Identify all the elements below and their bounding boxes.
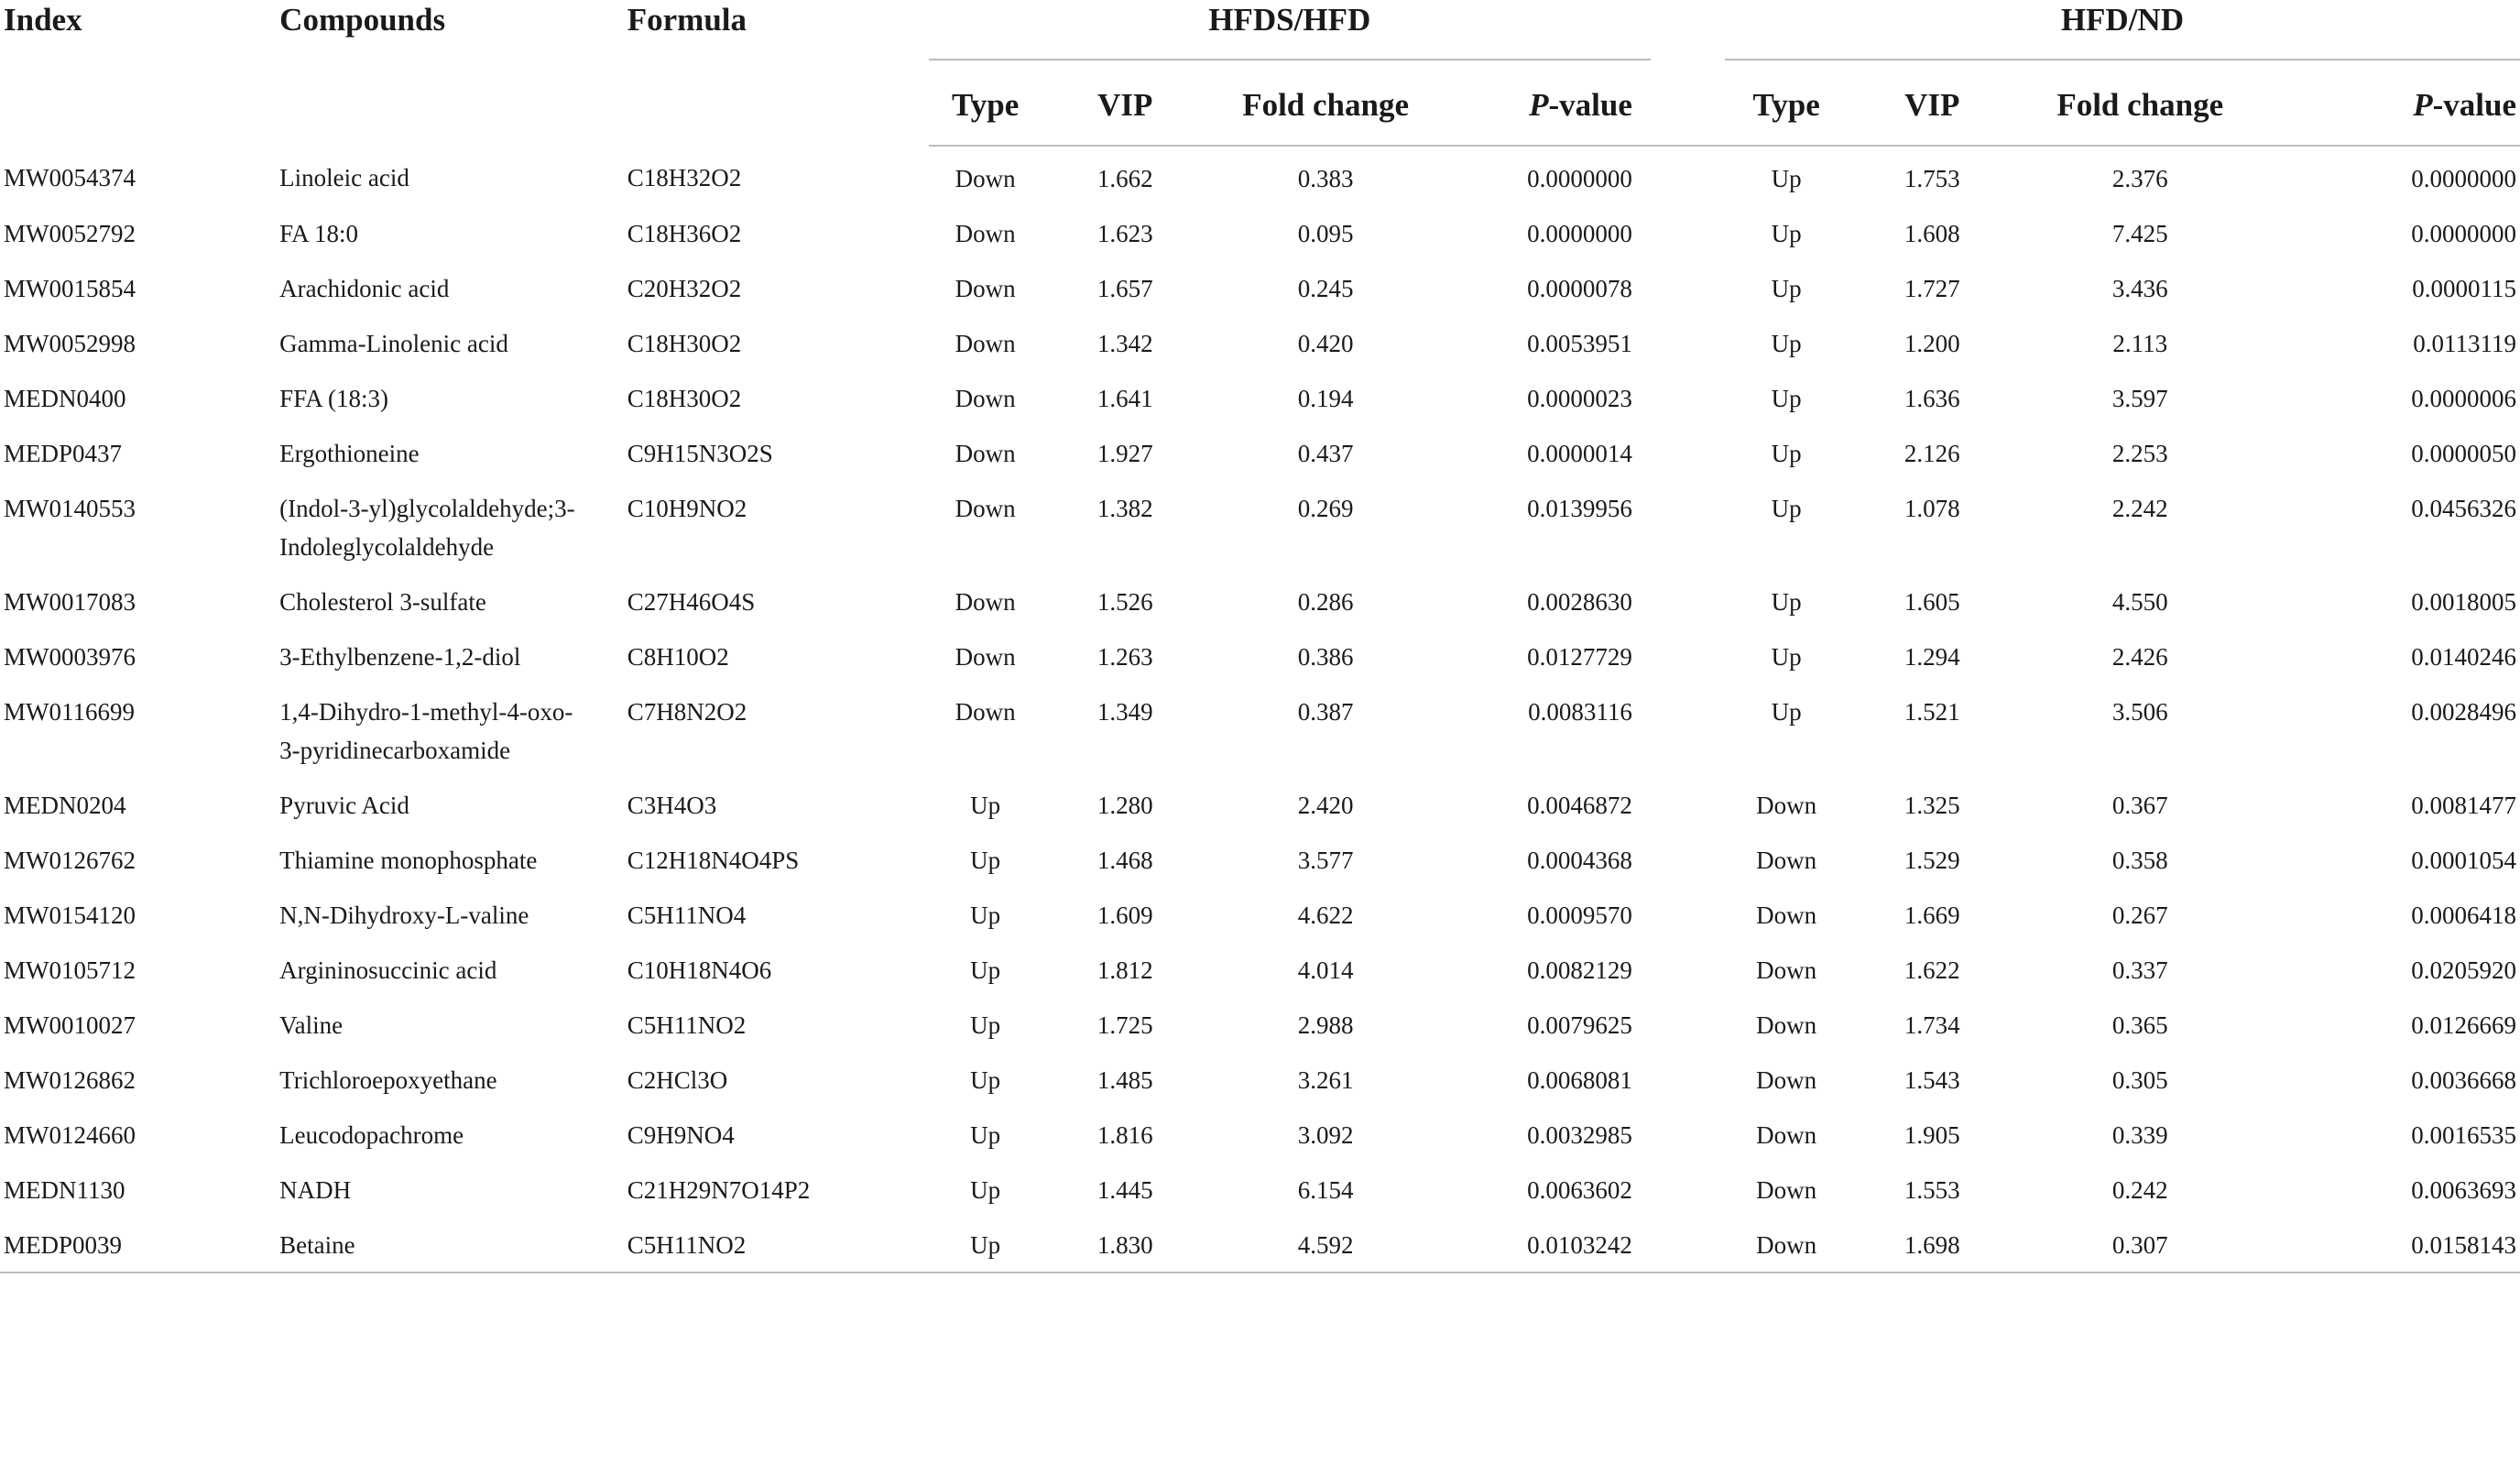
cell-fold-change-hfds-hfd: 3.577 xyxy=(1297,847,1354,874)
cell-fold-change-hfd-nd: 0.305 xyxy=(2111,1066,2168,1094)
cell-formula: C7H8N2O2 xyxy=(627,698,747,726)
cell-formula: C27H46O4S xyxy=(627,588,756,616)
cell-vip-hfd-nd: 1.325 xyxy=(1904,792,1960,819)
cell-vip-hfds-hfd: 1.812 xyxy=(1096,956,1153,984)
cell-type-hfds-hfd: Down xyxy=(955,440,1016,467)
cell-formula: C12H18N4O4PS xyxy=(627,847,800,874)
cell-fold-change-hfd-nd: 3.597 xyxy=(2111,385,2168,412)
cell-type-hfd-nd: Down xyxy=(1756,847,1817,874)
cell-fold-change-hfds-hfd: 4.014 xyxy=(1297,956,1354,984)
cell-fold-change-hfd-nd: 2.426 xyxy=(2111,643,2168,671)
cell-vip-hfd-nd: 1.905 xyxy=(1904,1121,1960,1149)
cell-index: MW0010027 xyxy=(4,1011,136,1039)
table-row xyxy=(0,425,2520,480)
cell-type-hfd-nd: Down xyxy=(1756,1176,1817,1204)
cell-spacer xyxy=(1651,205,1725,260)
table-row xyxy=(0,832,2520,887)
cell-fold-change-hfds-hfd: 0.383 xyxy=(1297,165,1354,192)
cell-vip-hfds-hfd: 1.468 xyxy=(1096,847,1153,874)
cell-vip-hfd-nd: 1.553 xyxy=(1904,1176,1960,1204)
table-row xyxy=(0,683,2520,777)
cell-compound: 3-Ethylbenzene-1,2-diol xyxy=(279,643,521,671)
cell-p-value-hfds-hfd: 0.0083116 xyxy=(1528,698,1632,726)
cell-p-value-hfds-hfd: 0.0063602 xyxy=(1527,1176,1632,1204)
cell-index: MW0054374 xyxy=(4,164,136,191)
header-group-hfd-nd xyxy=(1725,0,2520,66)
table-header xyxy=(0,0,2520,146)
header-spacer xyxy=(1651,0,1725,66)
cell-p-value-hfd-nd: 0.0081477 xyxy=(2411,792,2516,819)
cell-type-hfds-hfd: Down xyxy=(955,330,1016,357)
cell-fold-change-hfd-nd: 0.339 xyxy=(2111,1121,2168,1149)
cell-p-value-hfds-hfd: 0.0009570 xyxy=(1527,901,1632,929)
cell-vip-hfd-nd: 1.078 xyxy=(1904,495,1960,522)
cell-formula: C18H32O2 xyxy=(627,164,742,191)
cell-vip-hfds-hfd: 1.641 xyxy=(1096,385,1153,412)
cell-index: MW0015854 xyxy=(4,275,136,302)
cell-vip-hfd-nd: 1.529 xyxy=(1904,847,1960,874)
cell-type-hfds-hfd: Up xyxy=(929,1217,1042,1273)
cell-type-hfd-nd: Up xyxy=(1771,588,1802,616)
cell-compound: FFA (18:3) xyxy=(279,385,388,412)
cell-p-value-hfd-nd: 0.0063693 xyxy=(2411,1176,2516,1204)
table-row xyxy=(0,370,2520,425)
cell-vip-hfds-hfd: 1.382 xyxy=(1096,495,1153,522)
cell-spacer xyxy=(1651,777,1725,832)
cell-p-value-hfds-hfd: 0.0082129 xyxy=(1527,956,1632,984)
cell-fold-change-hfds-hfd: 0.095 xyxy=(1297,220,1354,247)
cell-fold-change-hfd-nd: 0.307 xyxy=(2016,1217,2264,1273)
cell-fold-change-hfds-hfd: 3.261 xyxy=(1297,1066,1354,1094)
cell-formula: C8H10O2 xyxy=(627,643,729,671)
cell-fold-change-hfd-nd: 4.550 xyxy=(2111,588,2168,616)
cell-fold-change-hfd-nd: 0.365 xyxy=(2111,1011,2168,1039)
cell-fold-change-hfds-hfd: 0.286 xyxy=(1297,588,1354,616)
table-row xyxy=(0,480,2520,574)
cell-p-value-hfds-hfd: 0.0103242 xyxy=(1443,1217,1650,1273)
header-vip-1: VIP xyxy=(1042,66,1208,146)
cell-p-value-hfds-hfd: 0.0004368 xyxy=(1527,847,1632,874)
cell-spacer xyxy=(1651,1217,1725,1273)
cell-type-hfd-nd: Down xyxy=(1725,1217,1849,1273)
cell-fold-change-hfds-hfd: 0.387 xyxy=(1297,698,1354,726)
cell-compound: (Indol-3-yl)glycolaldehyde;3-Indoleglycolaldehyde xyxy=(279,495,575,561)
cell-formula: C9H9NO4 xyxy=(627,1121,735,1149)
cell-p-value-hfds-hfd: 0.0000078 xyxy=(1527,275,1632,302)
table-row xyxy=(0,1107,2520,1162)
cell-compound: Cholesterol 3-sulfate xyxy=(279,588,486,616)
cell-compound: N,N-Dihydroxy-L-valine xyxy=(279,901,529,929)
cell-vip-hfd-nd: 1.753 xyxy=(1904,165,1960,192)
cell-index: MW0154120 xyxy=(4,901,136,929)
cell-fold-change-hfds-hfd: 0.420 xyxy=(1297,330,1354,357)
cell-vip-hfds-hfd: 1.927 xyxy=(1096,440,1153,467)
cell-vip-hfd-nd: 1.200 xyxy=(1904,330,1960,357)
cell-index: MEDN0400 xyxy=(4,385,126,412)
cell-fold-change-hfds-hfd: 4.622 xyxy=(1297,901,1354,929)
cell-compound: 1,4-Dihydro-1-methyl-4-oxo-3-pyridinecarboxamide xyxy=(279,698,573,764)
header-p-value-1 xyxy=(1443,66,1650,146)
table-row xyxy=(0,574,2520,628)
cell-type-hfds-hfd: Down xyxy=(955,588,1016,616)
cell-vip-hfds-hfd: 1.623 xyxy=(1096,220,1153,247)
cell-spacer xyxy=(1651,628,1725,683)
cell-p-value-hfd-nd: 0.0000115 xyxy=(2412,275,2516,302)
cell-vip-hfds-hfd: 1.349 xyxy=(1096,698,1153,726)
cell-compound: Pyruvic Acid xyxy=(279,792,409,819)
table-row xyxy=(0,205,2520,260)
cell-fold-change-hfd-nd: 2.113 xyxy=(2112,330,2168,357)
cell-formula: C21H29N7O14P2 xyxy=(627,1176,811,1204)
cell-fold-change-hfds-hfd: 4.592 xyxy=(1208,1217,1444,1273)
cell-formula: C18H36O2 xyxy=(627,220,742,247)
cell-fold-change-hfd-nd: 0.267 xyxy=(2111,901,2168,929)
cell-spacer xyxy=(1651,997,1725,1052)
cell-formula: C20H32O2 xyxy=(627,275,742,302)
cell-p-value-hfd-nd: 0.0126669 xyxy=(2411,1011,2516,1039)
cell-formula: C3H4O3 xyxy=(627,792,717,819)
cell-index: MW0052792 xyxy=(4,220,136,247)
cell-fold-change-hfds-hfd: 0.194 xyxy=(1297,385,1354,412)
cell-index: MW0124660 xyxy=(4,1121,136,1149)
cell-p-value-hfd-nd: 0.0028496 xyxy=(2411,698,2516,726)
cell-formula: C10H18N4O6 xyxy=(627,956,772,984)
cell-type-hfds-hfd: Down xyxy=(955,643,1016,671)
cell-index: MW0126762 xyxy=(4,847,136,874)
table-row xyxy=(0,997,2520,1052)
table-row xyxy=(0,1217,2520,1273)
table-row xyxy=(0,1052,2520,1107)
cell-type-hfds-hfd: Up xyxy=(970,1011,1001,1039)
cell-type-hfd-nd: Up xyxy=(1771,495,1802,522)
cell-fold-change-hfd-nd: 7.425 xyxy=(2111,220,2168,247)
cell-type-hfds-hfd: Up xyxy=(970,1066,1001,1094)
cell-vip-hfd-nd: 1.669 xyxy=(1904,901,1960,929)
cell-formula: C5H11NO4 xyxy=(627,901,747,929)
header-p-rest-2: -value xyxy=(2432,87,2516,123)
cell-vip-hfds-hfd: 1.485 xyxy=(1096,1066,1153,1094)
table-row xyxy=(0,942,2520,997)
header-p-italic-2: P xyxy=(2413,87,2433,123)
cell-type-hfd-nd: Down xyxy=(1756,956,1817,984)
cell-formula: C9H15N3O2S xyxy=(627,440,773,467)
cell-type-hfd-nd: Down xyxy=(1756,792,1817,819)
cell-vip-hfds-hfd: 1.816 xyxy=(1096,1121,1153,1149)
cell-spacer xyxy=(1651,1107,1725,1162)
cell-p-value-hfds-hfd: 0.0000014 xyxy=(1527,440,1632,467)
table-row xyxy=(0,777,2520,832)
cell-spacer xyxy=(1651,425,1725,480)
cell-p-value-hfd-nd: 0.0006418 xyxy=(2411,901,2516,929)
header-group-hfd-nd-label: HFD/ND xyxy=(2060,2,2184,38)
cell-spacer xyxy=(1651,146,1725,205)
cell-fold-change-hfd-nd: 2.253 xyxy=(2111,440,2168,467)
cell-formula: C18H30O2 xyxy=(627,385,742,412)
cell-p-value-hfd-nd: 0.0000000 xyxy=(2411,220,2516,247)
cell-vip-hfd-nd: 1.727 xyxy=(1904,275,1960,302)
table-row xyxy=(0,628,2520,683)
cell-vip-hfd-nd: 1.622 xyxy=(1904,956,1960,984)
cell-vip-hfds-hfd: 1.657 xyxy=(1096,275,1153,302)
cell-fold-change-hfds-hfd: 2.988 xyxy=(1297,1011,1354,1039)
cell-type-hfds-hfd: Down xyxy=(955,495,1016,522)
header-p-value-2 xyxy=(2264,66,2520,146)
table-row xyxy=(0,146,2520,205)
cell-p-value-hfd-nd: 0.0140246 xyxy=(2411,643,2516,671)
cell-p-value-hfd-nd: 0.0158143 xyxy=(2264,1217,2520,1273)
cell-index: MW0105712 xyxy=(4,956,136,984)
table-body xyxy=(0,146,2520,1273)
cell-vip-hfd-nd: 1.608 xyxy=(1904,220,1960,247)
cell-type-hfds-hfd: Up xyxy=(970,1176,1001,1204)
header-formula: Formula xyxy=(627,2,747,38)
cell-vip-hfd-nd: 1.605 xyxy=(1904,588,1960,616)
cell-type-hfd-nd: Down xyxy=(1756,1121,1817,1149)
cell-type-hfds-hfd: Down xyxy=(955,385,1016,412)
cell-index: MEDN0204 xyxy=(4,792,126,819)
cell-type-hfds-hfd: Down xyxy=(955,698,1016,726)
cell-formula: C5H11NO2 xyxy=(627,1011,747,1039)
header-type-2: Type xyxy=(1725,66,1849,146)
cell-vip-hfd-nd: 1.636 xyxy=(1904,385,1960,412)
cell-fold-change-hfd-nd: 2.376 xyxy=(2111,165,2168,192)
cell-index: MEDP0039 xyxy=(0,1217,279,1273)
cell-p-value-hfds-hfd: 0.0046872 xyxy=(1527,792,1632,819)
cell-spacer xyxy=(1651,832,1725,887)
header-index: Index xyxy=(4,2,82,38)
cell-spacer xyxy=(1651,1052,1725,1107)
cell-fold-change-hfds-hfd: 2.420 xyxy=(1297,792,1354,819)
cell-vip-hfds-hfd: 1.725 xyxy=(1096,1011,1153,1039)
cell-type-hfd-nd: Up xyxy=(1771,220,1802,247)
cell-fold-change-hfd-nd: 2.242 xyxy=(2111,495,2168,522)
cell-vip-hfd-nd: 1.294 xyxy=(1904,643,1960,671)
cell-fold-change-hfd-nd: 0.358 xyxy=(2111,847,2168,874)
cell-compound: Valine xyxy=(279,1011,344,1039)
cell-fold-change-hfds-hfd: 3.092 xyxy=(1297,1121,1354,1149)
cell-spacer xyxy=(1651,370,1725,425)
cell-p-value-hfds-hfd: 0.0139956 xyxy=(1527,495,1632,522)
cell-type-hfd-nd: Up xyxy=(1771,698,1802,726)
cell-type-hfd-nd: Up xyxy=(1771,165,1802,192)
cell-fold-change-hfds-hfd: 0.269 xyxy=(1297,495,1354,522)
cell-fold-change-hfds-hfd: 0.437 xyxy=(1297,440,1354,467)
cell-compound: Thiamine monophosphate xyxy=(279,847,538,874)
cell-p-value-hfds-hfd: 0.0032985 xyxy=(1527,1121,1632,1149)
cell-formula: C2HCl3O xyxy=(627,1066,728,1094)
cell-vip-hfds-hfd: 1.662 xyxy=(1096,165,1153,192)
cell-vip-hfd-nd: 1.521 xyxy=(1904,698,1960,726)
cell-type-hfd-nd: Up xyxy=(1771,643,1802,671)
cell-p-value-hfds-hfd: 0.0000023 xyxy=(1527,385,1632,412)
cell-p-value-hfd-nd: 0.0000000 xyxy=(2411,165,2516,192)
cell-vip-hfds-hfd: 1.263 xyxy=(1096,643,1153,671)
cell-type-hfd-nd: Down xyxy=(1756,901,1817,929)
cell-index: MEDN1130 xyxy=(4,1176,125,1204)
cell-spacer xyxy=(1651,942,1725,997)
cell-spacer xyxy=(1651,315,1725,370)
header-fold-change-2: Fold change xyxy=(2016,66,2264,146)
cell-vip-hfd-nd: 2.126 xyxy=(1904,440,1960,467)
cell-p-value-hfds-hfd: 0.0000000 xyxy=(1527,165,1632,192)
header-group-hfds-hfd xyxy=(929,0,1651,66)
cell-compound: Argininosuccinic acid xyxy=(279,956,497,984)
cell-p-value-hfds-hfd: 0.0068081 xyxy=(1527,1066,1632,1094)
cell-p-value-hfds-hfd: 0.0000000 xyxy=(1527,220,1632,247)
cell-compound: NADH xyxy=(279,1176,352,1204)
header-fold-change-1: Fold change xyxy=(1208,66,1444,146)
cell-compound: Trichloroepoxyethane xyxy=(279,1066,497,1094)
cell-type-hfds-hfd: Up xyxy=(970,1121,1001,1149)
cell-fold-change-hfd-nd: 0.337 xyxy=(2111,956,2168,984)
cell-compound: Arachidonic acid xyxy=(279,275,450,302)
header-group-hfds-hfd-label: HFDS/HFD xyxy=(1208,2,1371,38)
cell-compound: FA 18:0 xyxy=(279,220,358,247)
cell-spacer xyxy=(1651,887,1725,942)
cell-fold-change-hfds-hfd: 6.154 xyxy=(1297,1176,1354,1204)
cell-p-value-hfd-nd: 0.0456326 xyxy=(2411,495,2516,522)
cell-fold-change-hfd-nd: 3.436 xyxy=(2111,275,2168,302)
cell-vip-hfds-hfd: 1.830 xyxy=(1042,1217,1208,1273)
cell-type-hfds-hfd: Down xyxy=(955,275,1016,302)
cell-compound: Betaine xyxy=(279,1217,627,1273)
cell-type-hfds-hfd: Down xyxy=(955,165,1016,192)
cell-spacer xyxy=(1651,574,1725,628)
cell-vip-hfds-hfd: 1.342 xyxy=(1096,330,1153,357)
cell-p-value-hfd-nd: 0.0036668 xyxy=(2411,1066,2516,1094)
cell-p-value-hfds-hfd: 0.0079625 xyxy=(1527,1011,1632,1039)
cell-p-value-hfd-nd: 0.0016535 xyxy=(2411,1121,2516,1149)
header-compounds: Compounds xyxy=(279,2,446,38)
header-p-rest-1: -value xyxy=(1548,87,1632,123)
table-row xyxy=(0,315,2520,370)
cell-vip-hfds-hfd: 1.445 xyxy=(1096,1176,1153,1204)
cell-index: MW0052998 xyxy=(4,330,136,357)
cell-spacer xyxy=(1651,260,1725,315)
cell-fold-change-hfds-hfd: 0.245 xyxy=(1297,275,1354,302)
cell-index: MW0116699 xyxy=(4,698,135,726)
cell-vip-hfd-nd: 1.734 xyxy=(1904,1011,1960,1039)
cell-type-hfds-hfd: Up xyxy=(970,901,1001,929)
cell-compound: Gamma-Linolenic acid xyxy=(279,330,508,357)
cell-compound: Ergothioneine xyxy=(279,440,420,467)
header-type-1: Type xyxy=(929,66,1042,146)
cell-type-hfds-hfd: Down xyxy=(955,220,1016,247)
cell-fold-change-hfd-nd: 3.506 xyxy=(2111,698,2168,726)
cell-compound: Linoleic acid xyxy=(279,164,409,191)
cell-spacer xyxy=(1651,683,1725,777)
cell-vip-hfds-hfd: 1.280 xyxy=(1096,792,1153,819)
cell-type-hfd-nd: Up xyxy=(1771,275,1802,302)
cell-index: MW0126862 xyxy=(4,1066,136,1094)
cell-p-value-hfds-hfd: 0.0028630 xyxy=(1527,588,1632,616)
cell-type-hfd-nd: Up xyxy=(1771,440,1802,467)
cell-p-value-hfd-nd: 0.0001054 xyxy=(2411,847,2516,874)
cell-vip-hfd-nd: 1.543 xyxy=(1904,1066,1960,1094)
cell-fold-change-hfd-nd: 0.367 xyxy=(2111,792,2168,819)
cell-type-hfds-hfd: Up xyxy=(970,956,1001,984)
header-spacer-2 xyxy=(1651,66,1725,146)
cell-index: MEDP0437 xyxy=(4,440,123,467)
header-p-italic-1: P xyxy=(1529,87,1549,123)
cell-vip-hfd-nd: 1.698 xyxy=(1849,1217,2016,1273)
cell-type-hfd-nd: Up xyxy=(1771,330,1802,357)
cell-type-hfd-nd: Up xyxy=(1771,385,1802,412)
cell-p-value-hfd-nd: 0.0000050 xyxy=(2411,440,2516,467)
header-vip-2: VIP xyxy=(1849,66,2016,146)
cell-spacer xyxy=(1651,480,1725,574)
cell-p-value-hfd-nd: 0.0000006 xyxy=(2411,385,2516,412)
cell-formula: C5H11NO2 xyxy=(627,1217,929,1273)
table-row xyxy=(0,887,2520,942)
cell-vip-hfds-hfd: 1.526 xyxy=(1096,588,1153,616)
cell-type-hfds-hfd: Up xyxy=(970,792,1001,819)
cell-p-value-hfds-hfd: 0.0053951 xyxy=(1527,330,1632,357)
cell-fold-change-hfd-nd: 0.242 xyxy=(2111,1176,2168,1204)
cell-formula: C10H9NO2 xyxy=(627,495,747,522)
cell-vip-hfds-hfd: 1.609 xyxy=(1096,901,1153,929)
cell-fold-change-hfds-hfd: 0.386 xyxy=(1297,643,1354,671)
cell-p-value-hfd-nd: 0.0113119 xyxy=(2413,330,2516,357)
cell-index: MW0003976 xyxy=(4,643,136,671)
cell-index: MW0017083 xyxy=(4,588,136,616)
cell-type-hfds-hfd: Up xyxy=(970,847,1001,874)
cell-formula: C18H30O2 xyxy=(627,330,742,357)
cell-spacer xyxy=(1651,1162,1725,1217)
cell-p-value-hfd-nd: 0.0205920 xyxy=(2411,956,2516,984)
cell-compound: Leucodopachrome xyxy=(279,1121,464,1149)
cell-p-value-hfd-nd: 0.0018005 xyxy=(2411,588,2516,616)
cell-type-hfd-nd: Down xyxy=(1756,1066,1817,1094)
table-row xyxy=(0,260,2520,315)
table-row xyxy=(0,1162,2520,1217)
cell-index: MW0140553 xyxy=(4,495,136,522)
cell-p-value-hfds-hfd: 0.0127729 xyxy=(1527,643,1632,671)
cell-type-hfd-nd: Down xyxy=(1756,1011,1817,1039)
